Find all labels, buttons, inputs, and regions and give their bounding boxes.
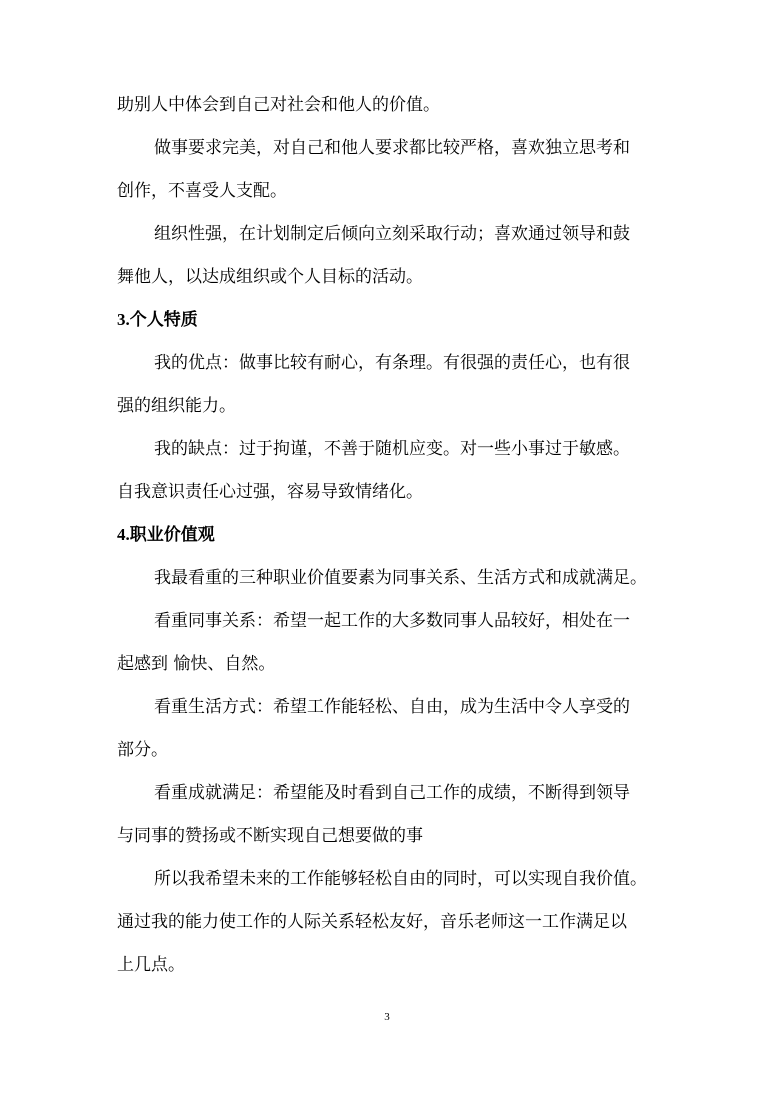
paragraph-line: 自我意识责任心过强，容易导致情绪化。 bbox=[117, 482, 423, 502]
paragraph-line: 强的组织能力。 bbox=[117, 396, 236, 416]
paragraph-line: 通过我的能力使工作的人际关系轻松友好，音乐老师这一工作满足以 bbox=[117, 912, 627, 932]
paragraph-line: 起感到 愉快、自然。 bbox=[117, 654, 276, 674]
paragraph-line: 看重成就满足：希望能及时看到自己工作的成绩，不断得到领导 bbox=[154, 783, 630, 803]
paragraph-line: 组织性强，在计划制定后倾向立刻采取行动；喜欢通过领导和鼓 bbox=[154, 224, 630, 244]
section-heading: 4.职业价值观 bbox=[117, 525, 215, 544]
paragraph-line: 助别人中体会到自己对社会和他人的价值。 bbox=[117, 95, 440, 115]
paragraph-line: 看重同事关系：希望一起工作的大多数同事人品较好，相处在一 bbox=[154, 611, 630, 631]
page-number: 3 bbox=[384, 1011, 390, 1023]
body-text bbox=[117, 94, 662, 997]
paragraph-line: 我的优点：做事比较有耐心，有条理。有很强的责任心，也有很 bbox=[154, 353, 630, 373]
paragraph-line: 看重生活方式：希望工作能轻松、自由，成为生活中令人享受的 bbox=[154, 697, 630, 717]
paragraph-line: 舞他人，以达成组织或个人目标的活动。 bbox=[117, 267, 423, 287]
paragraph-line: 我的缺点：过于拘谨，不善于随机应变。对一些小事过于敏感。 bbox=[154, 439, 630, 459]
paragraph-line: 做事要求完美，对自己和他人要求都比较严格，喜欢独立思考和 bbox=[154, 138, 630, 158]
section-heading: 3.个人特质 bbox=[117, 310, 198, 329]
paragraph-line: 创作，不喜受人支配。 bbox=[117, 181, 287, 201]
paragraph-line: 所以我希望未来的工作能够轻松自由的同时，可以实现自我价值。 bbox=[154, 869, 647, 889]
paragraph-line: 部分。 bbox=[117, 740, 168, 760]
paragraph-line: 与同事的赞扬或不断实现自己想要做的事 bbox=[117, 826, 423, 846]
paragraph-line: 我最看重的三种职业价值要素为同事关系、生活方式和成就满足。 bbox=[154, 568, 647, 588]
paragraph-line: 上几点。 bbox=[117, 955, 185, 975]
